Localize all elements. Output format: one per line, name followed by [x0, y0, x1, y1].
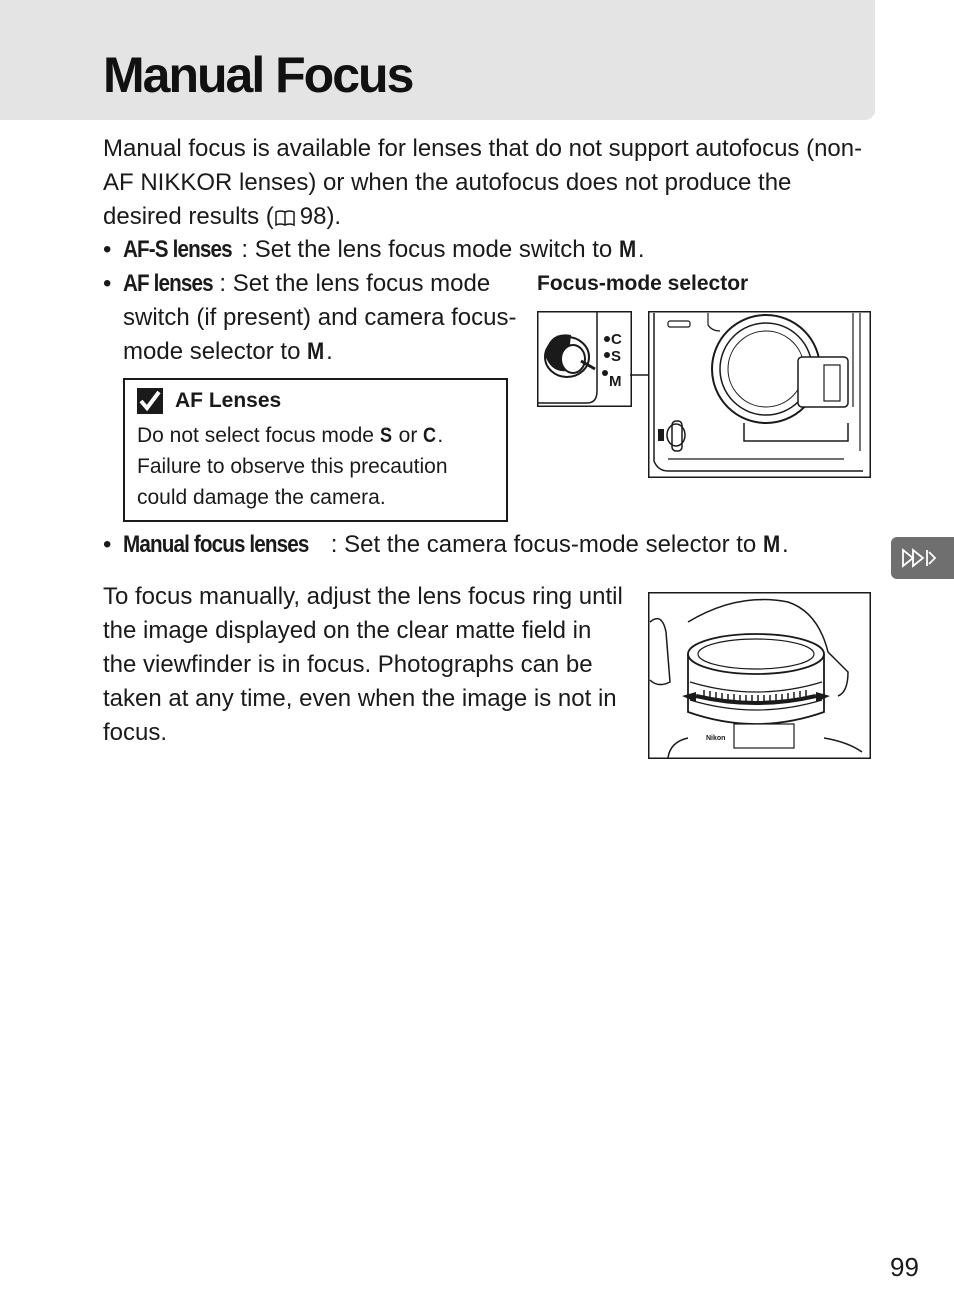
focus-mode-selector-inset: [537, 311, 632, 407]
note-mode-s: S: [379, 424, 391, 447]
bullet-manual-focus-lenses: [103, 528, 883, 562]
bullet-value: M: [618, 236, 636, 263]
bullet-text: : Set the camera focus-mode selector to: [330, 531, 763, 558]
chapter-side-tab: [891, 537, 954, 579]
note-title: AF Lenses: [175, 389, 282, 412]
note-body: [137, 420, 497, 513]
selector-label-s: S: [611, 348, 622, 365]
figure-caption: Focus-mode selector: [537, 272, 749, 295]
camera-front-illustration: [648, 311, 871, 478]
note-text-or: or: [392, 424, 424, 447]
af-lenses-note: [123, 378, 508, 522]
bullet-end: .: [326, 338, 333, 365]
chapter-arrows-icon: [901, 546, 937, 570]
note-header: [137, 388, 281, 414]
bullet-text: : Set the lens focus mode switch (if present) and camera focus-mode selector to: [123, 270, 517, 365]
bullet-end: .: [781, 531, 789, 558]
intro-ref-page: 98: [299, 203, 327, 230]
bullet-marker: •: [103, 270, 112, 297]
bullet-label: Manual focus lenses: [123, 531, 309, 558]
bullet-text: : Set the lens focus mode switch to: [241, 236, 619, 263]
intro-text: Manual focus is available for lenses that do not support autofocus (non-AF NIKKOR lenses) or when the autofocus does not produce the desired results (: [103, 135, 863, 230]
bullet-marker: •: [103, 531, 112, 558]
bullet-value: M: [762, 531, 780, 558]
page-title: Manual Focus: [103, 47, 413, 103]
selector-label-m: M: [609, 373, 622, 390]
intro-paragraph: [103, 132, 873, 234]
note-mode-c: C: [423, 424, 436, 447]
note-text: Do not select focus mode: [137, 424, 380, 447]
manual-focus-paragraph: To focus manually, adjust the lens focus ring until the image displayed on the clear matte field in the viewfinder is in focus. Photographs can be taken at any time, even when the image is not in focus.: [103, 583, 623, 746]
selector-label-c: C: [611, 331, 622, 348]
page-number: 99: [890, 1252, 919, 1282]
book-icon: [274, 209, 296, 227]
bullet-label: AF lenses: [123, 270, 213, 297]
bullet-afs-lenses: [103, 233, 883, 267]
bullet-label: AF-S lenses: [123, 236, 232, 263]
bullet-marker: •: [103, 236, 112, 263]
bullet-value: M: [307, 338, 324, 365]
lens-focus-ring-illustration: [648, 592, 871, 759]
lens-brand-label: Nikon: [706, 735, 726, 742]
bullet-af-lenses: [103, 267, 518, 369]
bullet-end: .: [637, 236, 645, 263]
checkmark-icon: [137, 388, 163, 414]
note-text-end: . Failure to observe this precaution could damage the camera.: [137, 424, 448, 509]
intro-text-end: ).: [326, 203, 342, 230]
